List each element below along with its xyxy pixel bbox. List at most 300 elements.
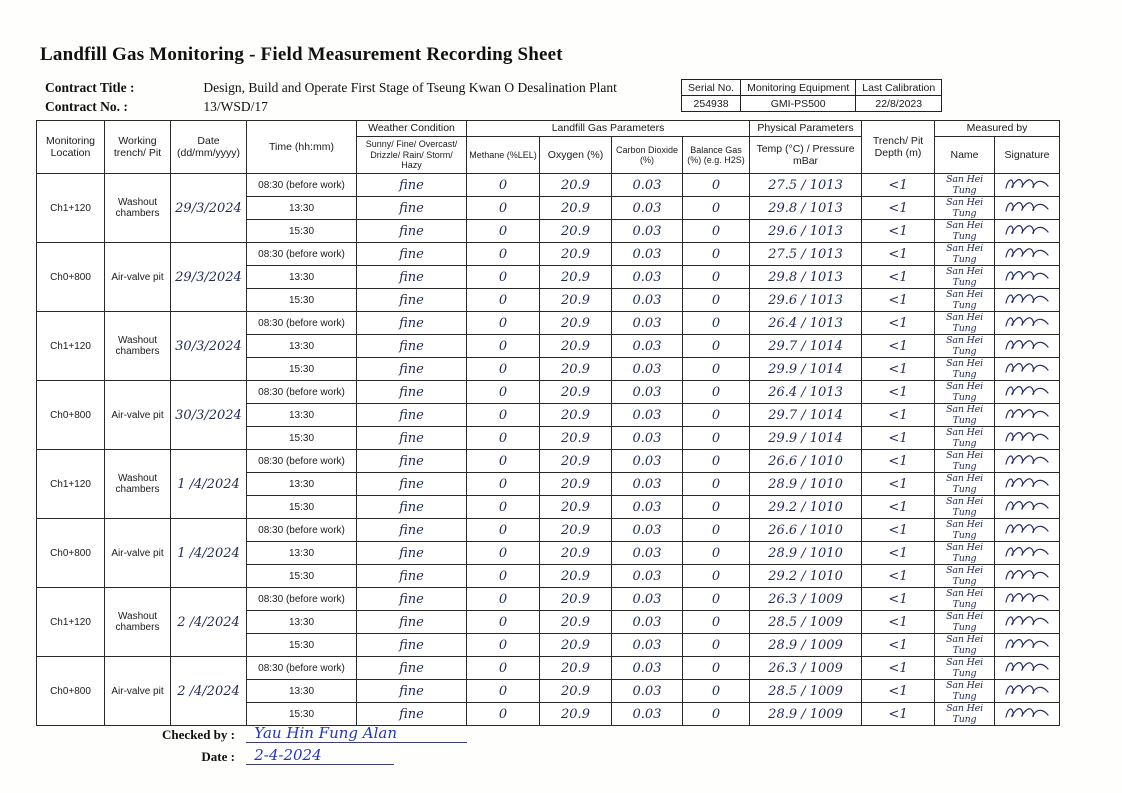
measured-name-cell: San Hei Tung [935,266,995,289]
signature-scribble [1004,705,1050,721]
equip-name-value: GMI-PS500 [741,96,856,112]
oxygen-cell: 20.9 [540,404,612,427]
signature-cell [995,335,1060,358]
signature-scribble [1004,337,1050,353]
working-pit-cell: Air-valve pit [105,243,171,312]
signature-scribble [1004,544,1050,560]
depth-cell: <1 [862,289,935,312]
temp-pressure-cell: 28.5 / 1009 [750,611,862,634]
measured-name-cell: San Hei Tung [935,473,995,496]
signature-cell [995,312,1060,335]
temp-pressure-cell: 27.5 / 1013 [750,174,862,197]
oxygen-cell: 20.9 [540,450,612,473]
methane-cell: 0 [467,473,540,496]
methane-cell: 0 [467,634,540,657]
working-pit-cell: Washout chambers [105,174,171,243]
oxygen-cell: 20.9 [540,197,612,220]
monitoring-location-cell: Ch0+800 [37,243,105,312]
signature-cell [995,197,1060,220]
balance-gas-cell: 0 [683,565,750,588]
temp-pressure-cell: 29.6 / 1013 [750,289,862,312]
signature-scribble [1004,314,1050,330]
oxygen-cell: 20.9 [540,358,612,381]
co2-cell: 0.03 [612,565,683,588]
oxygen-cell: 20.9 [540,496,612,519]
col-header-physical-group: Physical Parameters [750,121,862,137]
signature-cell [995,496,1060,519]
depth-cell: <1 [862,358,935,381]
measured-name-cell: San Hei Tung [935,611,995,634]
weather-cell: fine [357,358,467,381]
measured-name-cell: San Hei Tung [935,312,995,335]
oxygen-cell: 20.9 [540,473,612,496]
footer-date-line [246,746,394,765]
weather-cell: fine [357,680,467,703]
methane-cell: 0 [467,266,540,289]
methane-cell: 0 [467,289,540,312]
co2-cell: 0.03 [612,703,683,726]
signature-cell [995,404,1060,427]
methane-cell: 0 [467,542,540,565]
col-header-working-pit: Working trench/ Pit [105,121,171,174]
temp-pressure-cell: 29.9 / 1014 [750,427,862,450]
methane-cell: 0 [467,220,540,243]
depth-cell: <1 [862,519,935,542]
date-cell: 29/3/2024 [171,243,247,312]
depth-cell: <1 [862,496,935,519]
oxygen-cell: 20.9 [540,174,612,197]
col-header-measured-by: Measured by [935,121,1060,137]
signature-cell [995,657,1060,680]
measured-name-cell: San Hei Tung [935,703,995,726]
signature-cell [995,427,1060,450]
col-header-time: Time (hh:mm) [247,121,357,174]
depth-cell: <1 [862,381,935,404]
measurement-table [36,120,1060,726]
temp-pressure-cell: 26.6 / 1010 [750,519,862,542]
monitoring-location-cell: Ch1+120 [37,312,105,381]
weather-cell: fine [357,496,467,519]
col-header-oxygen: Oxygen (%) [540,137,612,174]
time-cell: 13:30 [247,404,357,427]
signature-cell [995,588,1060,611]
measurement-row [37,174,1060,197]
monitoring-location-cell: Ch1+120 [37,450,105,519]
time-cell: 15:30 [247,427,357,450]
signature-cell [995,703,1060,726]
balance-gas-cell: 0 [683,174,750,197]
temp-pressure-cell: 28.9 / 1010 [750,473,862,496]
weather-cell: fine [357,404,467,427]
weather-cell: fine [357,381,467,404]
methane-cell: 0 [467,611,540,634]
equipment-table [681,79,942,112]
measured-name-cell: San Hei Tung [935,634,995,657]
time-cell: 15:30 [247,358,357,381]
time-cell: 08:30 (before work) [247,381,357,404]
date-cell: 30/3/2024 [171,312,247,381]
time-cell: 15:30 [247,565,357,588]
time-cell: 13:30 [247,542,357,565]
measured-name-cell: San Hei Tung [935,450,995,473]
equip-calibration-value: 22/8/2023 [856,96,942,112]
co2-cell: 0.03 [612,634,683,657]
methane-cell: 0 [467,404,540,427]
oxygen-cell: 20.9 [540,519,612,542]
balance-gas-cell: 0 [683,266,750,289]
weather-cell: fine [357,634,467,657]
balance-gas-cell: 0 [683,427,750,450]
co2-cell: 0.03 [612,404,683,427]
co2-cell: 0.03 [612,335,683,358]
working-pit-cell: Washout chambers [105,450,171,519]
temp-pressure-cell: 27.5 / 1013 [750,243,862,266]
signature-cell [995,473,1060,496]
contract-no-label: Contract No. : [45,99,128,114]
depth-cell: <1 [862,657,935,680]
time-cell: 13:30 [247,611,357,634]
co2-cell: 0.03 [612,427,683,450]
col-header-date: Date (dd/mm/yyyy) [171,121,247,174]
oxygen-cell: 20.9 [540,335,612,358]
balance-gas-cell: 0 [683,473,750,496]
depth-cell: <1 [862,473,935,496]
co2-cell: 0.03 [612,220,683,243]
time-cell: 15:30 [247,220,357,243]
contract-title-value: Design, Build and Operate First Stage of Tseung Kwan O Desalination Plant [203,80,617,95]
co2-cell: 0.03 [612,657,683,680]
signature-scribble [1004,291,1050,307]
methane-cell: 0 [467,174,540,197]
signature-scribble [1004,498,1050,514]
co2-cell: 0.03 [612,266,683,289]
balance-gas-cell: 0 [683,358,750,381]
monitoring-location-cell: Ch0+800 [37,519,105,588]
weather-cell: fine [357,519,467,542]
oxygen-cell: 20.9 [540,611,612,634]
monitoring-location-cell: Ch0+800 [37,657,105,726]
depth-cell: <1 [862,197,935,220]
working-pit-cell: Air-valve pit [105,657,171,726]
balance-gas-cell: 0 [683,588,750,611]
measured-name-cell: San Hei Tung [935,243,995,266]
weather-cell: fine [357,197,467,220]
signature-scribble [1004,199,1050,215]
weather-cell: fine [357,703,467,726]
time-cell: 15:30 [247,496,357,519]
weather-cell: fine [357,588,467,611]
working-pit-cell: Washout chambers [105,312,171,381]
signature-scribble [1004,360,1050,376]
methane-cell: 0 [467,565,540,588]
co2-cell: 0.03 [612,588,683,611]
weather-cell: fine [357,243,467,266]
oxygen-cell: 20.9 [540,266,612,289]
methane-cell: 0 [467,381,540,404]
col-header-name: Name [935,137,995,174]
time-cell: 13:30 [247,266,357,289]
measurement-row [37,243,1060,266]
time-cell: 15:30 [247,703,357,726]
co2-cell: 0.03 [612,611,683,634]
signature-cell [995,174,1060,197]
weather-cell: fine [357,657,467,680]
methane-cell: 0 [467,657,540,680]
col-header-weather-options: Sunny/ Fine/ Overcast/ Drizzle/ Rain/ Storm/ Hazy [357,137,467,174]
measurement-table-head [37,121,1060,174]
monitoring-location-cell: Ch1+120 [37,588,105,657]
co2-cell: 0.03 [612,243,683,266]
measurement-row [37,519,1060,542]
temp-pressure-cell: 29.6 / 1013 [750,220,862,243]
balance-gas-cell: 0 [683,657,750,680]
time-cell: 08:30 (before work) [247,519,357,542]
monitoring-location-cell: Ch0+800 [37,381,105,450]
methane-cell: 0 [467,519,540,542]
co2-cell: 0.03 [612,450,683,473]
methane-cell: 0 [467,496,540,519]
temp-pressure-cell: 29.2 / 1010 [750,565,862,588]
signature-cell [995,220,1060,243]
col-header-monitoring-location: Monitoring Location [37,121,105,174]
time-cell: 15:30 [247,289,357,312]
measured-name-cell: San Hei Tung [935,565,995,588]
depth-cell: <1 [862,335,935,358]
balance-gas-cell: 0 [683,611,750,634]
signature-cell [995,266,1060,289]
weather-cell: fine [357,266,467,289]
co2-cell: 0.03 [612,197,683,220]
date-cell: 2 /4/2024 [171,657,247,726]
depth-cell: <1 [862,565,935,588]
working-pit-cell: Washout chambers [105,588,171,657]
main-table-body [37,174,1060,726]
measurement-row [37,381,1060,404]
methane-cell: 0 [467,312,540,335]
weather-cell: fine [357,542,467,565]
temp-pressure-cell: 28.9 / 1010 [750,542,862,565]
date-cell: 30/3/2024 [171,381,247,450]
time-cell: 08:30 (before work) [247,657,357,680]
signature-cell [995,542,1060,565]
balance-gas-cell: 0 [683,634,750,657]
measured-name-cell: San Hei Tung [935,519,995,542]
col-header-signature: Signature [995,137,1060,174]
checked-by-signature: Yau Hin Fung Alan [254,724,397,742]
oxygen-cell: 20.9 [540,381,612,404]
balance-gas-cell: 0 [683,289,750,312]
balance-gas-cell: 0 [683,680,750,703]
header-row-groups [37,121,1060,137]
signature-cell [995,450,1060,473]
footer-date-value: 2-4-2024 [254,746,322,764]
measured-name-cell: San Hei Tung [935,358,995,381]
weather-cell: fine [357,450,467,473]
oxygen-cell: 20.9 [540,289,612,312]
signature-scribble [1004,429,1050,445]
oxygen-cell: 20.9 [540,220,612,243]
signature-scribble [1004,268,1050,284]
methane-cell: 0 [467,358,540,381]
temp-pressure-cell: 26.4 / 1013 [750,381,862,404]
signature-scribble [1004,567,1050,583]
measured-name-cell: San Hei Tung [935,588,995,611]
signature-scribble [1004,176,1050,192]
co2-cell: 0.03 [612,174,683,197]
depth-cell: <1 [862,220,935,243]
depth-cell: <1 [862,174,935,197]
signature-scribble [1004,222,1050,238]
balance-gas-cell: 0 [683,312,750,335]
balance-gas-cell: 0 [683,542,750,565]
equip-serial-header: Serial No. [682,80,741,96]
measured-name-cell: San Hei Tung [935,542,995,565]
oxygen-cell: 20.9 [540,312,612,335]
time-cell: 13:30 [247,473,357,496]
depth-cell: <1 [862,450,935,473]
weather-cell: fine [357,312,467,335]
signature-scribble [1004,245,1050,261]
depth-cell: <1 [862,634,935,657]
oxygen-cell: 20.9 [540,680,612,703]
footer-date-label: Date : [201,749,235,764]
time-cell: 08:30 (before work) [247,450,357,473]
oxygen-cell: 20.9 [540,542,612,565]
signature-scribble [1004,452,1050,468]
contract-title-label: Contract Title : [45,80,135,95]
methane-cell: 0 [467,680,540,703]
measured-name-cell: San Hei Tung [935,197,995,220]
date-cell: 1 /4/2024 [171,519,247,588]
oxygen-cell: 20.9 [540,657,612,680]
weather-cell: fine [357,289,467,312]
equipment-header-row [682,80,942,96]
co2-cell: 0.03 [612,312,683,335]
balance-gas-cell: 0 [683,220,750,243]
measured-name-cell: San Hei Tung [935,220,995,243]
signature-scribble [1004,521,1050,537]
time-cell: 08:30 (before work) [247,243,357,266]
methane-cell: 0 [467,703,540,726]
measured-name-cell: San Hei Tung [935,496,995,519]
weather-cell: fine [357,335,467,358]
signature-scribble [1004,590,1050,606]
depth-cell: <1 [862,703,935,726]
signature-scribble [1004,659,1050,675]
signature-scribble [1004,383,1050,399]
signature-cell [995,358,1060,381]
depth-cell: <1 [862,266,935,289]
oxygen-cell: 20.9 [540,634,612,657]
monitoring-location-cell: Ch1+120 [37,174,105,243]
signature-scribble [1004,682,1050,698]
depth-cell: <1 [862,611,935,634]
col-header-temp-pressure: Temp (°C) / Pressure mBar [750,137,862,174]
signature-scribble [1004,613,1050,629]
signature-cell [995,381,1060,404]
methane-cell: 0 [467,588,540,611]
co2-cell: 0.03 [612,680,683,703]
methane-cell: 0 [467,427,540,450]
temp-pressure-cell: 28.9 / 1009 [750,703,862,726]
oxygen-cell: 20.9 [540,703,612,726]
signature-cell [995,519,1060,542]
depth-cell: <1 [862,542,935,565]
col-header-methane: Methane (%LEL) [467,137,540,174]
co2-cell: 0.03 [612,358,683,381]
temp-pressure-cell: 28.9 / 1009 [750,634,862,657]
temp-pressure-cell: 29.7 / 1014 [750,404,862,427]
oxygen-cell: 20.9 [540,588,612,611]
signature-cell [995,680,1060,703]
measured-name-cell: San Hei Tung [935,404,995,427]
weather-cell: fine [357,611,467,634]
temp-pressure-cell: 26.3 / 1009 [750,588,862,611]
methane-cell: 0 [467,335,540,358]
date-cell: 1 /4/2024 [171,450,247,519]
temp-pressure-cell: 29.7 / 1014 [750,335,862,358]
date-cell: 2 /4/2024 [171,588,247,657]
weather-cell: fine [357,220,467,243]
equip-serial-value: 254938 [682,96,741,112]
measurement-row [37,657,1060,680]
page-title: Landfill Gas Monitoring - Field Measurement Recording Sheet [40,44,563,65]
measured-name-cell: San Hei Tung [935,427,995,450]
signature-scribble [1004,406,1050,422]
signature-cell [995,611,1060,634]
equipment-value-row [682,96,942,112]
working-pit-cell: Air-valve pit [105,519,171,588]
oxygen-cell: 20.9 [540,565,612,588]
measurement-row [37,588,1060,611]
signature-cell [995,243,1060,266]
checked-by-line [246,724,467,743]
checked-by-label: Checked by : [162,727,235,742]
contract-no-value: 13/WSD/17 [203,99,268,114]
col-header-depth: Trench/ Pit Depth (m) [862,121,935,174]
balance-gas-cell: 0 [683,404,750,427]
depth-cell: <1 [862,588,935,611]
col-header-co2: Carbon Dioxide (%) [612,137,683,174]
time-cell: 08:30 (before work) [247,588,357,611]
measurement-row [37,312,1060,335]
temp-pressure-cell: 29.2 / 1010 [750,496,862,519]
balance-gas-cell: 0 [683,335,750,358]
col-header-gas-group: Landfill Gas Parameters [467,121,750,137]
oxygen-cell: 20.9 [540,427,612,450]
temp-pressure-cell: 29.8 / 1013 [750,266,862,289]
balance-gas-cell: 0 [683,519,750,542]
signature-cell [995,634,1060,657]
depth-cell: <1 [862,404,935,427]
weather-cell: fine [357,427,467,450]
co2-cell: 0.03 [612,542,683,565]
methane-cell: 0 [467,197,540,220]
measured-name-cell: San Hei Tung [935,657,995,680]
balance-gas-cell: 0 [683,496,750,519]
co2-cell: 0.03 [612,473,683,496]
measured-name-cell: San Hei Tung [935,289,995,312]
equip-name-header: Monitoring Equipment [741,80,856,96]
co2-cell: 0.03 [612,519,683,542]
signature-scribble [1004,475,1050,491]
time-cell: 15:30 [247,634,357,657]
balance-gas-cell: 0 [683,197,750,220]
equip-calibration-header: Last Calibration [856,80,942,96]
temp-pressure-cell: 26.4 / 1013 [750,312,862,335]
measured-name-cell: San Hei Tung [935,381,995,404]
signature-scribble [1004,636,1050,652]
